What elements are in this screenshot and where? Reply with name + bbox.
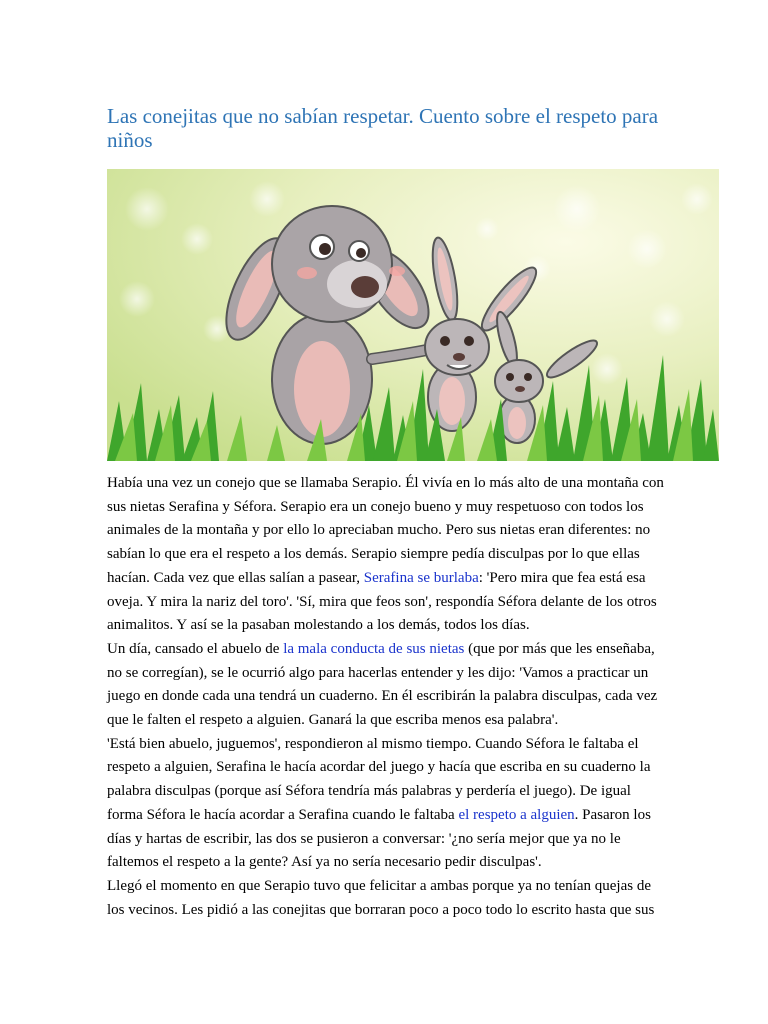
- paragraph-2-text-before: Un día, cansado el abuelo de: [107, 640, 284, 657]
- paragraph-2: [107, 638, 667, 733]
- paragraph-3-text-after: . Pasaron los días y hartas de escribir, las dos se pusieron a conversar: '¿no sería mejor que ya no le faltemos el respeto a la gente? Así ya no sería necesario pedir disculpas'.: [107, 806, 651, 871]
- link-respeto-a-alguien[interactable]: el respeto a alguien: [458, 806, 575, 823]
- paragraph-3-text-before: 'Está bien abuelo, juguemos', respondieron al mismo tiempo. Cuando Séfora le faltaba el respeto a alguien, Serafina le hacía acordar del juego y hacía que escriba en su cuaderno la palabra disculpas (porque así Séfora tendría más palabras y perdería el juego). De igual forma Séfora le hacía acordar a Serafina cuando le faltaba: [107, 735, 651, 823]
- link-serafina-se-burlaba[interactable]: Serafina se burlaba: [363, 569, 479, 586]
- paragraph-1: [107, 472, 667, 638]
- paragraph-4: [107, 875, 667, 922]
- three-cartoon-rabbits-illustration: [107, 169, 719, 461]
- paragraph-3: [107, 733, 667, 875]
- paragraph-2-text-after: (que por más que les enseñaba, no se corregían), se le ocurrió algo para hacerlas entender y les dijo: 'Vamos a practicar un juego en donde cada una tendrá un cuaderno. En él escribirán la palabra disculpas, cada vez que le falten el respeto a alguien. Ganará la que escriba menos esa palabra'.: [107, 640, 658, 729]
- paragraph-4-text: Llegó el momento en que Serapio tuvo que felicitar a ambas porque ya no tenían quejas de los vecinos. Les pidió a las conejitas que borraran poco a poco todo lo escrito hasta que sus: [107, 877, 655, 918]
- paragraph-1-text-after: : 'Pero mira que fea está esa oveja. Y mira la nariz del toro'. 'Sí, mira que feos son', respondía Séfora delante de los otros animalitos. Y así se la pasaban molestando a los demás, todos los días.: [107, 569, 657, 634]
- story-body: [107, 472, 667, 922]
- paragraph-1-text-before: Había una vez un conejo que se llamaba Serapio. Él vivía en lo más alto de una montaña con sus nietas Serafina y Séfora. Serapio era un conejo bueno y muy respetuoso con todos los animales de la montaña y por ello lo apreciaban mucho. Pero sus nietas eran diferentes: no sabían lo que era el respeto a los demás. Serapio siempre pedía disculpas por lo que ellas hacían. Cada vez que ellas salían a pasear,: [107, 475, 664, 586]
- link-mala-conducta[interactable]: la mala conducta de sus nietas: [283, 640, 465, 657]
- page-title: Las conejitas que no sabían respetar. Cuento sobre el respeto para niños: [107, 104, 659, 152]
